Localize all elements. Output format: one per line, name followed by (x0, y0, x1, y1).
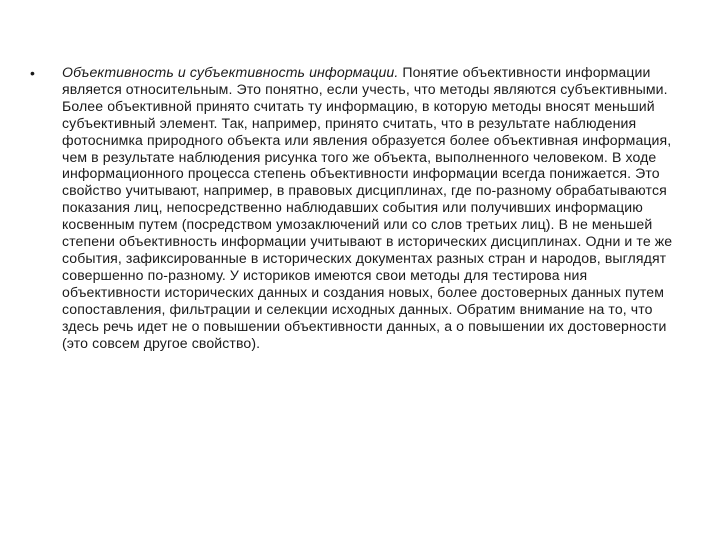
bullet-item (30, 64, 685, 351)
paragraph-heading: Объективность и субъективность информации. (62, 64, 399, 80)
bullet-paragraph (62, 64, 685, 351)
paragraph-body: Понятие объективности информации является относительным. Это понятно, если учесть, что методы являются субъективными. Более объективной принято считать ту информацию, в которую методы вносят меньший субъективный элемент. Так, например, принято считать, что в результате наблюдения фотоснимка природного объекта или явления образуется более объективная информация, чем в результате наблюдения рисунка того же объекта, выполненного человеком. В ходе информационного процесса степень объективности информации всегда понижается. Это свойство учитывают, например, в правовых дисциплинах, где по-разному обрабатываются показания лиц, непосредственно наблюдавших события или получивших информацию косвенным путем (посредством умозаключений или со слов третьих лиц). В не меньшей степени объективность информации учитывают в исторических дисциплинах. Одни и те же события, зафиксированные в исторических документах разных стран и народов, выглядят совершенно по-разному. У историков имеются свои методы для тестирова ния объективности исторических данных и создания новых, более достоверных данных путем сопоставления, фильтрации и селекции исходных данных. Обратим внимание на то, что здесь речь идет не о повышении объективности данных, а о повышении их достоверности (это совсем другое свойство). (62, 64, 673, 351)
bullet-marker: • (30, 65, 35, 81)
